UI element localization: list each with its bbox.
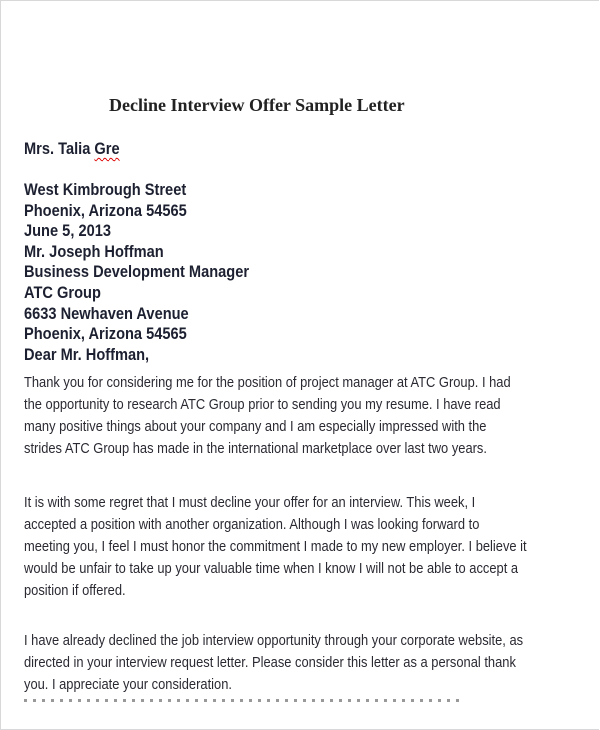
- misspelled-word: Gre: [94, 139, 120, 158]
- paragraph-3-line: I have already declined the job interview opportunity through your corporate website, as: [24, 632, 524, 649]
- address-line: ATC Group: [24, 283, 101, 302]
- paragraph-2-line: accepted a position with another organization. Although I was looking forward to: [24, 516, 480, 533]
- address-line: Phoenix, Arizona 54565: [24, 324, 187, 344]
- address-line: June 5, 2013: [24, 221, 111, 241]
- paragraph-2-line: meeting you, I feel I must honor the commitment I made to my new employer. I believe it: [24, 538, 527, 555]
- address-line: Mr. Joseph Hoffman: [24, 241, 164, 261]
- cut-off-text-line: [24, 699, 464, 702]
- paragraph-2-line: It is with some regret that I must decline your offer for an interview. This week, I: [24, 494, 476, 511]
- sender-name: [24, 139, 120, 158]
- address-line: West Kimbrough Street: [24, 180, 187, 199]
- paragraph-3-line: directed in your interview request letter. Please consider this letter as a personal thank: [24, 654, 516, 671]
- document-title: Decline Interview Offer Sample Letter: [109, 95, 405, 115]
- sender-name-text: Mrs. Talia: [24, 139, 95, 158]
- paragraph-1-line: many positive things about your company and I am especially impressed with the: [24, 418, 487, 435]
- paragraph-1-line: strides ATC Group has made in the international marketplace over last two years.: [24, 440, 487, 457]
- address-line: Phoenix, Arizona 54565: [24, 200, 187, 220]
- address-line: Dear Mr. Hoffman,: [24, 344, 150, 364]
- paragraph-1-line: the opportunity to research ATC Group prior to sending you my resume. I have read: [24, 396, 501, 413]
- paragraph-2-line: position if offered.: [24, 582, 126, 599]
- address-line: Business Development Manager: [24, 262, 250, 282]
- paragraph-1-line: Thank you for considering me for the position of project manager at ATC Group. I had: [24, 374, 511, 391]
- address-line: 6633 Newhaven Avenue: [24, 303, 189, 323]
- paragraph-2-line: would be unfair to take up your valuable time when I know I will not be able to accept a: [24, 560, 519, 577]
- paragraph-3-line: you. I appreciate your consideration.: [24, 676, 232, 693]
